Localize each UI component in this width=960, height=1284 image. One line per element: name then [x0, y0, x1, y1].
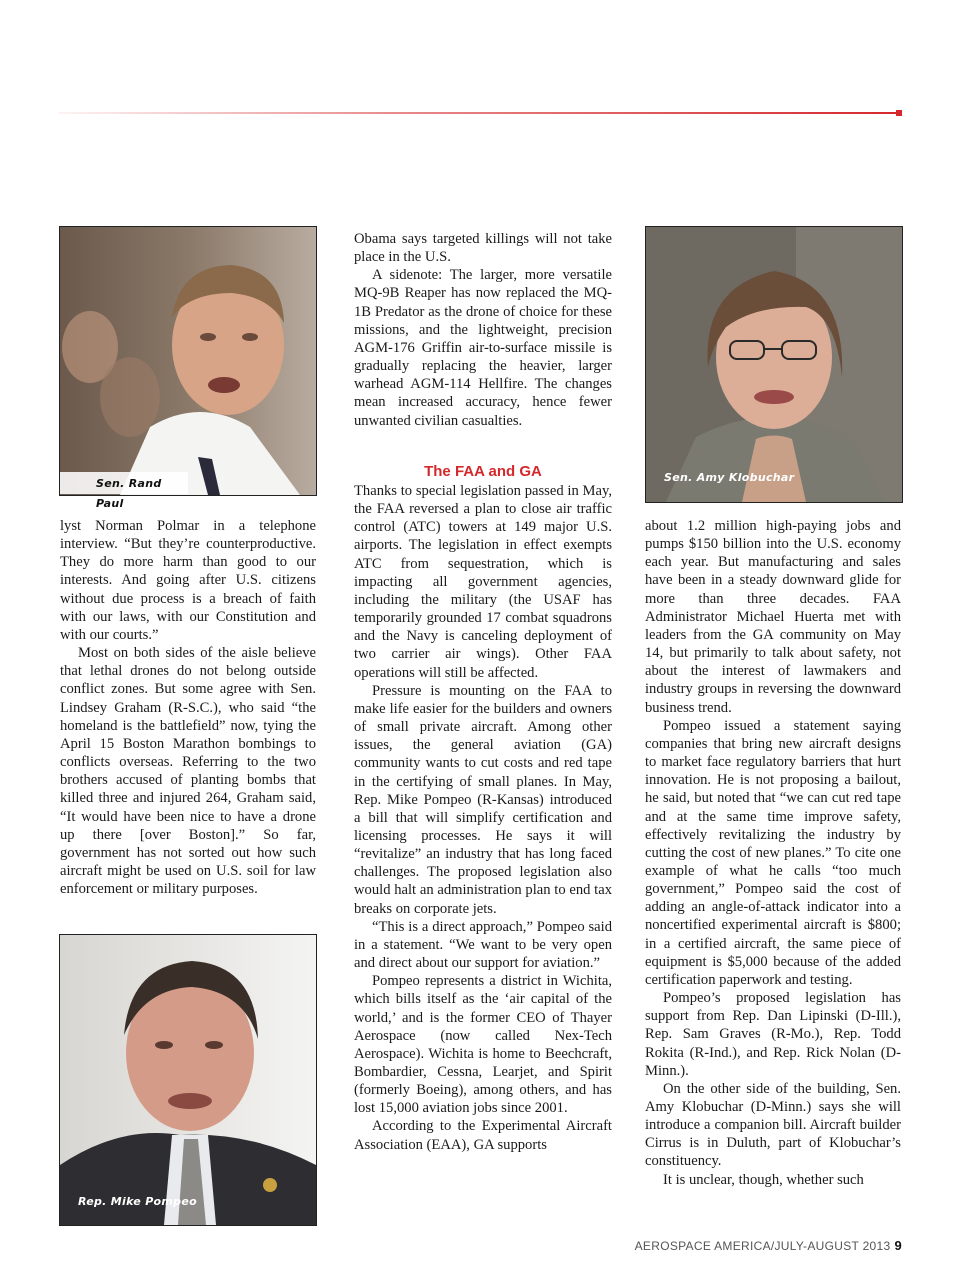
- page-footer: [635, 1238, 902, 1253]
- photo-mike-pompeo: [59, 934, 317, 1226]
- paragraph: Pompeo issued a statement saying companies that bring new aircraft designs to market face regulatory barriers that hurt innovation. He is not proposing a bailout, he said, but noted that “we can cut red tape and at the same time improve safety, effectively revitalizing the industry by cutting the cost of new planes.” To cite one example of what he calls “too much government,” Pompeo said the cost of adding an angle-of-attack indicator into a noncertified experimental aircraft is $800; in a certified aircraft, the same piece of equipment is $5,000 because of the added certification paperwork and testing.: [645, 717, 901, 988]
- paragraph: Pressure is mounting on the FAA to make life easier for the builders and owners of small private aircraft. Among other issues, the general aviation (GA) community wants to cut costs and red tape in the certifying of small planes. In May, Rep. Mike Pompeo (R-Kansas) introduced a bill that will simplify certification and licensing processes. He says it will “revitalize” an industry that has long faced challenges. The proposed legislation also would halt an administration plan to end tax breaks on corporate jets.: [354, 682, 612, 917]
- paragraph: lyst Norman Polmar in a telephone interview. “But they’re counterproductive. They do more harm than good to our interests. And going after U.S. citizens without due process is a breach of faith with our laws, with our Constitution and with our courts.”: [60, 518, 316, 643]
- paragraph: Pompeo’s proposed legislation has support from Rep. Dan Lipinski (D-Ill.), Rep. Sam Graves (R-Mo.), Rep. Todd Rokita (R-Ind.), and Rep. Rick Nolan (D-Minn.).: [645, 990, 901, 1079]
- caption-amy-klobuchar: Sen. Amy Klobuchar: [664, 471, 795, 484]
- paragraph: Obama says targeted killings will not take place in the U.S.: [354, 231, 612, 266]
- header-rule: [58, 112, 902, 114]
- paragraph: about 1.2 million high-paying jobs and pumps $150 billion into the U.S. economy each year. But manufacturing and sales have been in a steady downward glide for more than three decades. FAA Administrator Michael Huerta met with leaders from the GA community on May 14, but primarily to talk about safety, not about the interest of lawmakers and industry groups in reversing the downward business trend.: [645, 518, 901, 716]
- paragraph: A sidenote: The larger, more versatile MQ-9B Reaper has now replaced the MQ-1B Predator as the drone of choice for these missions, and the lightweight, precision AGM-176 Griffin air-to-surface missile is gradually replacing the heavier, larger warhead AGM-114 Hellfire. The changes mean increased accuracy, hence fewer unwanted civilian casualties.: [354, 267, 612, 429]
- section-heading: The FAA and GA: [424, 463, 542, 480]
- paragraph: Most on both sides of the aisle believe that lethal drones do not belong outside conflict zones. But some agree with Sen. Lindsey Graham (R-S.C.), who said “the homeland is the battlefield” now, tying the April 15 Boston Marathon bombings to conflicts overseas. Referring to the two brothers accused of planting bombs that killed three and injured 264, Graham said, “It would have been nice to have a drone up there [over Boston].” So far, government has not sorted out how such aircraft might be used on U.S. soil for law enforcement or military purposes.: [60, 645, 316, 898]
- paragraph: “This is a direct approach,” Pompeo said in a statement. “We want to be very open and direct about our support for aviation.”: [354, 918, 612, 972]
- paragraph: According to the Experimental Aircraft Association (EAA), GA supports: [354, 1118, 612, 1153]
- caption-mike-pompeo: Rep. Mike Pompeo: [78, 1195, 197, 1208]
- photo-rand-paul: [59, 226, 317, 496]
- article-left-column: [60, 517, 316, 898]
- paragraph: Pompeo represents a district in Wichita, which bills itself as the ‘air capital of the world,’ and is the former CEO of Thayer Aerospace (now called Nex-Tech Aerospace). Wichita is home to Beechcraft, Bombardier, Cessna, Learjet, and Spirit (formerly Boeing), among others, and has lost 15,000 aviation jobs since 2001.: [354, 973, 612, 1117]
- article-middle-column: [354, 482, 612, 1154]
- article-right-column: [645, 517, 901, 1189]
- paragraph: Thanks to special legislation passed in May, the FAA reversed a plan to close air traffic control (ATC) towers at 149 major U.S. airports. The legislation in effect exempts ATC from sequestration, which is impacting all government agencies, including the military (the USAF has temporarily grounded 17 combat squadrons and the Navy is canceling deployment of two carrier air wings). Other FAA operations will still be affected.: [354, 483, 612, 681]
- page-number: 9: [894, 1238, 902, 1253]
- header-rule-marker: [896, 110, 902, 116]
- magazine-issue: AEROSPACE AMERICA/JULY-AUGUST 2013: [634, 1239, 891, 1253]
- article-middle-top: [354, 230, 612, 430]
- paragraph: On the other side of the building, Sen. Amy Klobuchar (D-Minn.) says she will introduce a companion bill. Aircraft builder Cirrus is in Duluth, part of Klobuchar’s constituency.: [645, 1080, 901, 1170]
- paragraph: It is unclear, though, whether such: [663, 1171, 864, 1188]
- photo-amy-klobuchar: [645, 226, 903, 503]
- caption-rand-paul: Sen. Rand Paul: [60, 472, 188, 494]
